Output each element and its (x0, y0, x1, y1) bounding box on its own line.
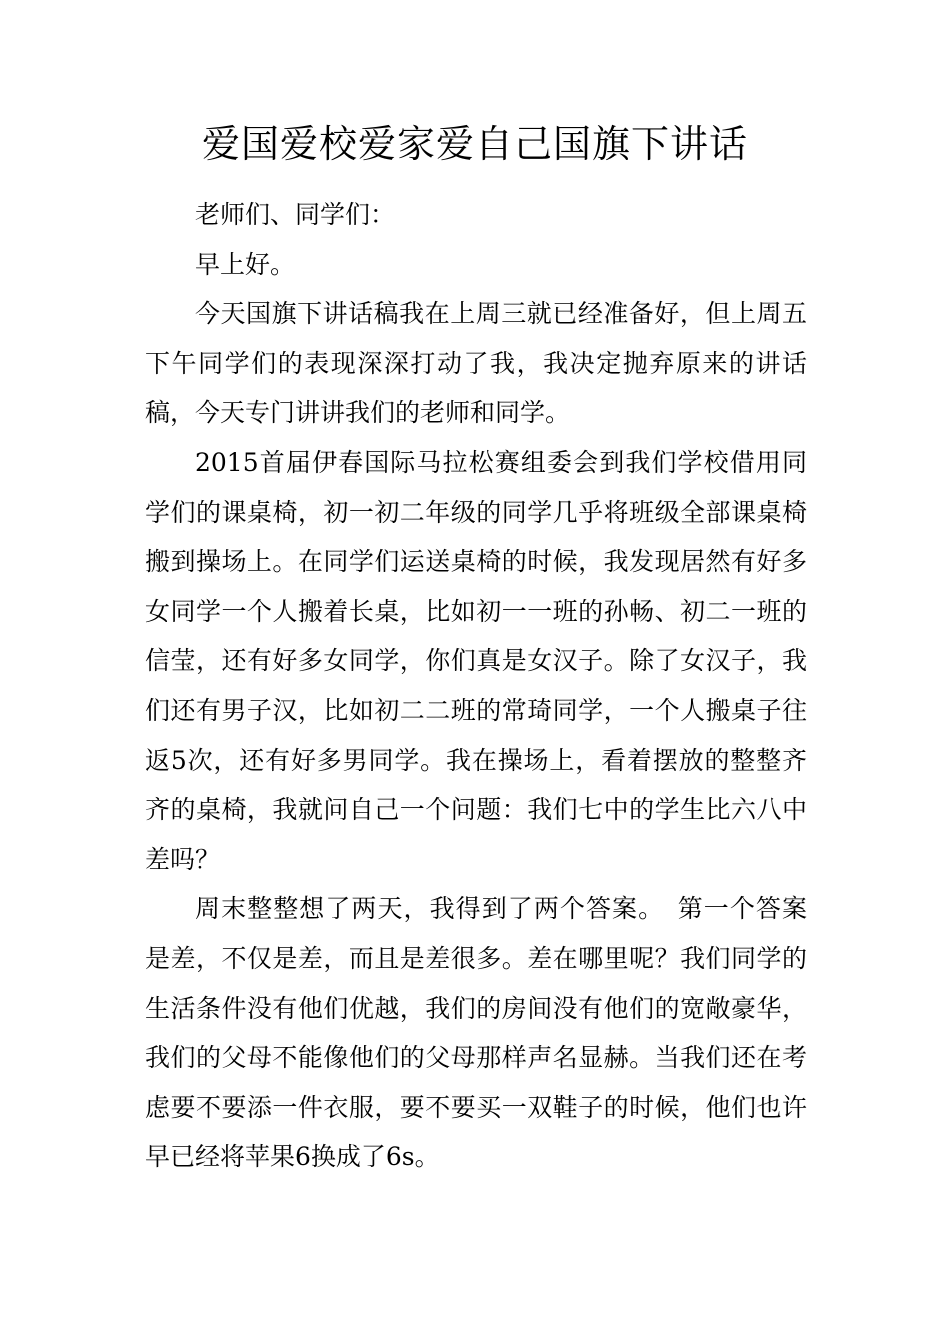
paragraph-intro: 今天国旗下讲话稿我在上周三就已经准备好，但上周五下午同学们的表现深深打动了我，我决定抛弃原来的讲话稿，今天专门讲讲我们的老师和同学。 (145, 299, 807, 428)
paragraph-marathon: 2015首届伊春国际马拉松赛组委会到我们学校借用同学们的课桌椅，初一初二年级的同学几乎将班级全部课桌椅搬到操场上。在同学们运送桌椅的时候，我发现居然有好多女同学一个人搬着长桌，比如初一一班的孙畅、初二一班的信莹，还有好多女同学，你们真是女汉子。除了女汉子，我们还有男子汉，比如初二二班的常琦同学，一个人搬桌子往返5次，还有好多男同学。我在操场上，看着摆放的整整齐齐的桌椅，我就问自己一个问题：我们七中的学生比六八中差吗？ (145, 447, 807, 874)
paragraph-greeting: 早上好。 (195, 249, 296, 279)
paragraph-salutation: 老师们、同学们： (195, 200, 396, 229)
document-title: 爱国爱校爱家爱自己国旗下讲话 (201, 122, 748, 166)
paragraph-answer: 周末整整想了两天，我得到了两个答案。 第一个答案是差，不仅是差，而且是差很多。差在哪里呢？我们同学的生活条件没有他们优越，我们的房间没有他们的宽敞豪华，我们的父母不能像他们的父母那样声名显赫。当我们还在考虑要不要添一件衣服，要不要买一双鞋子的时候，他们也许早已经将苹果6换成了6s。 (145, 894, 807, 1172)
document-body (145, 190, 807, 1182)
